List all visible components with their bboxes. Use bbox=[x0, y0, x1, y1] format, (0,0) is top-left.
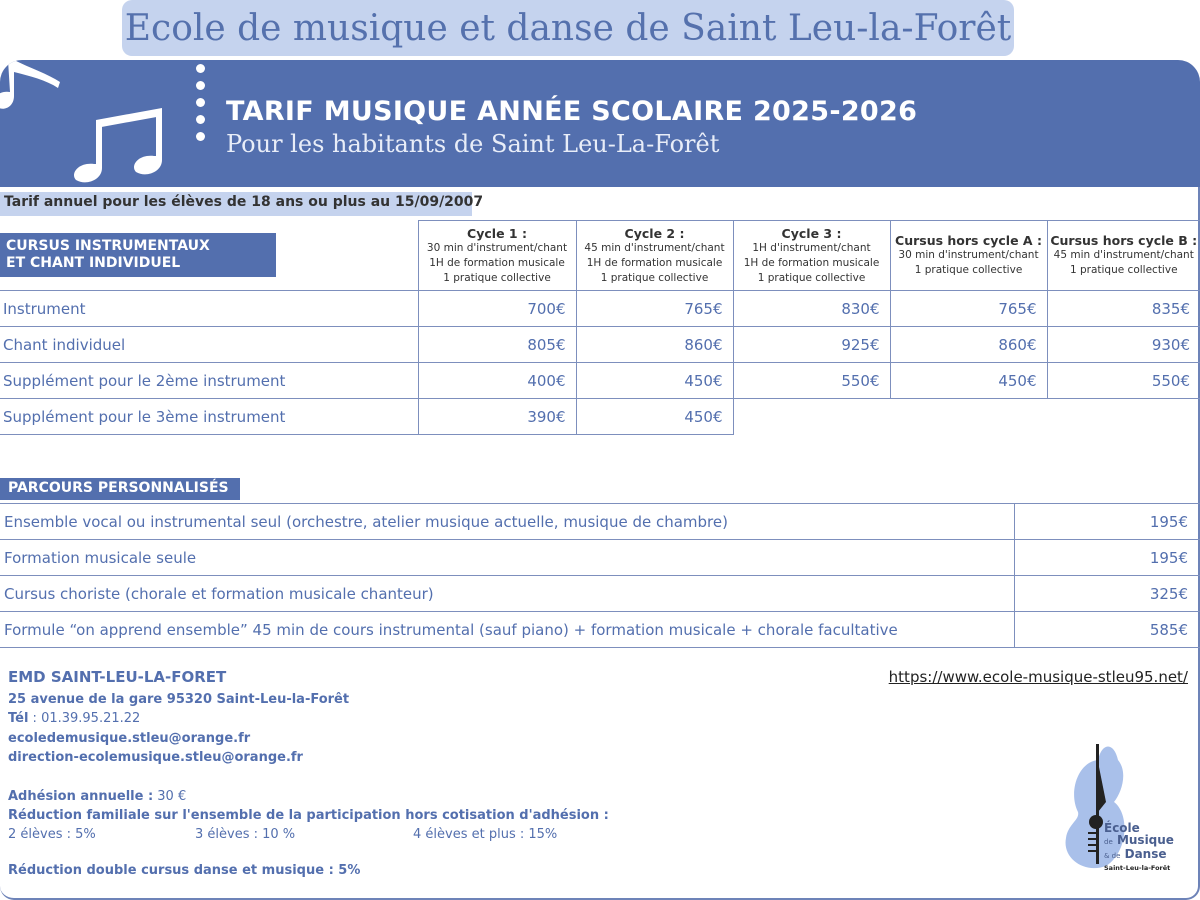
email-link[interactable]: direction-ecolemusique.stleu@orange.fr bbox=[8, 750, 303, 765]
address: 25 avenue de la gare 95320 Saint-Leu-la-Forêt bbox=[8, 691, 350, 707]
table-row bbox=[0, 399, 1200, 435]
price-cell: 860€ bbox=[890, 327, 1047, 363]
price-cell: 765€ bbox=[576, 291, 733, 327]
cursus-label: CURSUS INSTRUMENTAUX ET CHANT INDIVIDUEL bbox=[0, 233, 276, 277]
row-label: Formation musicale seule bbox=[0, 540, 1014, 576]
header-banner bbox=[0, 60, 1200, 187]
subtitle: Pour les habitants de Saint Leu-La-Forêt bbox=[226, 130, 720, 158]
adhesion: Adhésion annuelle : 30 € bbox=[8, 789, 187, 804]
col-cycle-3: Cycle 3 : 1H d'instrument/chant 1H de formation musicale 1 pratique collective bbox=[733, 221, 890, 291]
org-name: EMD SAINT-LEU-LA-FORET bbox=[8, 668, 227, 686]
price-cell: 550€ bbox=[1047, 363, 1200, 399]
tarif-title: TARIF MUSIQUE ANNÉE SCOLAIRE 2025-2026 bbox=[226, 96, 918, 127]
reduction-2: 2 élèves : 5% bbox=[8, 827, 96, 842]
price-cell: 805€ bbox=[418, 327, 576, 363]
school-title: Ecole de musique et danse de Saint Leu-la-Forêt bbox=[122, 0, 1014, 56]
row-label: Supplément pour le 3ème instrument bbox=[0, 399, 418, 435]
parcours-label: PARCOURS PERSONNALISÉS bbox=[0, 478, 240, 500]
table-row bbox=[0, 363, 1200, 399]
price-cell: 195€ bbox=[1014, 540, 1200, 576]
contact-block bbox=[8, 668, 349, 768]
reduction-title: Réduction familiale sur l'ensemble de la participation hors cotisation d'adhésion : bbox=[8, 808, 609, 823]
price-cell: 325€ bbox=[1014, 576, 1200, 612]
col-hors-cycle-a: Cursus hors cycle A : 30 min d'instrument/chant 1 pratique collective bbox=[890, 221, 1047, 291]
table-row bbox=[0, 612, 1200, 648]
fees-block bbox=[8, 787, 648, 844]
price-cell: 925€ bbox=[733, 327, 890, 363]
empty-cell bbox=[890, 399, 1047, 435]
col-hors-cycle-b: Cursus hors cycle B : 45 min d'instrument/chant 1 pratique collective bbox=[1047, 221, 1200, 291]
email-link[interactable]: ecoledemusique.stleu@orange.fr bbox=[8, 730, 251, 746]
table-row bbox=[0, 576, 1200, 612]
row-label: Formule “on apprend ensemble” 45 min de cours instrumental (sauf piano) + formation musicale + chorale facultative bbox=[0, 612, 1014, 648]
col-cycle-2: Cycle 2 : 45 min d'instrument/chant 1H de formation musicale 1 pratique collective bbox=[576, 221, 733, 291]
price-cell: 390€ bbox=[418, 399, 576, 435]
double-note-icon bbox=[66, 108, 166, 187]
price-cell: 195€ bbox=[1014, 504, 1200, 540]
col-cycle-1: Cycle 1 : 30 min d'instrument/chant 1H de formation musicale 1 pratique collective bbox=[418, 221, 576, 291]
row-label: Ensemble vocal ou instrumental seul (orchestre, atelier musique actuelle, musique de chambre) bbox=[0, 504, 1014, 540]
decorative-dots bbox=[196, 64, 206, 149]
empty-cell bbox=[733, 399, 890, 435]
price-cell: 450€ bbox=[890, 363, 1047, 399]
row-label: Instrument bbox=[0, 291, 418, 327]
double-cursus-reduction: Réduction double cursus danse et musique : 5% bbox=[8, 863, 361, 878]
price-cell: 400€ bbox=[418, 363, 576, 399]
tarif-band: Tarif annuel pour les élèves de 18 ans ou plus au 15/09/2007 bbox=[0, 192, 472, 216]
price-cell: 860€ bbox=[576, 327, 733, 363]
price-cell: 930€ bbox=[1047, 327, 1200, 363]
reduction-4: 4 élèves et plus : 15% bbox=[413, 827, 558, 842]
table-row bbox=[0, 504, 1200, 540]
logo-text: École de Musique & de Danse Saint-Leu-la-Forêt bbox=[1104, 821, 1174, 872]
parcours-table bbox=[0, 503, 1200, 648]
music-note-icon bbox=[0, 60, 70, 130]
price-cell: 585€ bbox=[1014, 612, 1200, 648]
table-row bbox=[0, 291, 1200, 327]
phone: Tél : 01.39.95.21.22 bbox=[8, 711, 141, 726]
price-cell: 550€ bbox=[733, 363, 890, 399]
website-link[interactable]: https://www.ecole-musique-stleu95.net/ bbox=[888, 668, 1188, 686]
price-cell: 700€ bbox=[418, 291, 576, 327]
price-cell: 830€ bbox=[733, 291, 890, 327]
table-row bbox=[0, 327, 1200, 363]
price-cell: 765€ bbox=[890, 291, 1047, 327]
row-label: Chant individuel bbox=[0, 327, 418, 363]
empty-cell bbox=[1047, 399, 1200, 435]
price-cell: 450€ bbox=[576, 399, 733, 435]
reduction-3: 3 élèves : 10 % bbox=[195, 827, 296, 842]
row-label: Cursus choriste (chorale et formation musicale chanteur) bbox=[0, 576, 1014, 612]
price-cell: 450€ bbox=[576, 363, 733, 399]
row-label: Supplément pour le 2ème instrument bbox=[0, 363, 418, 399]
table-row bbox=[0, 540, 1200, 576]
price-cell: 835€ bbox=[1047, 291, 1200, 327]
